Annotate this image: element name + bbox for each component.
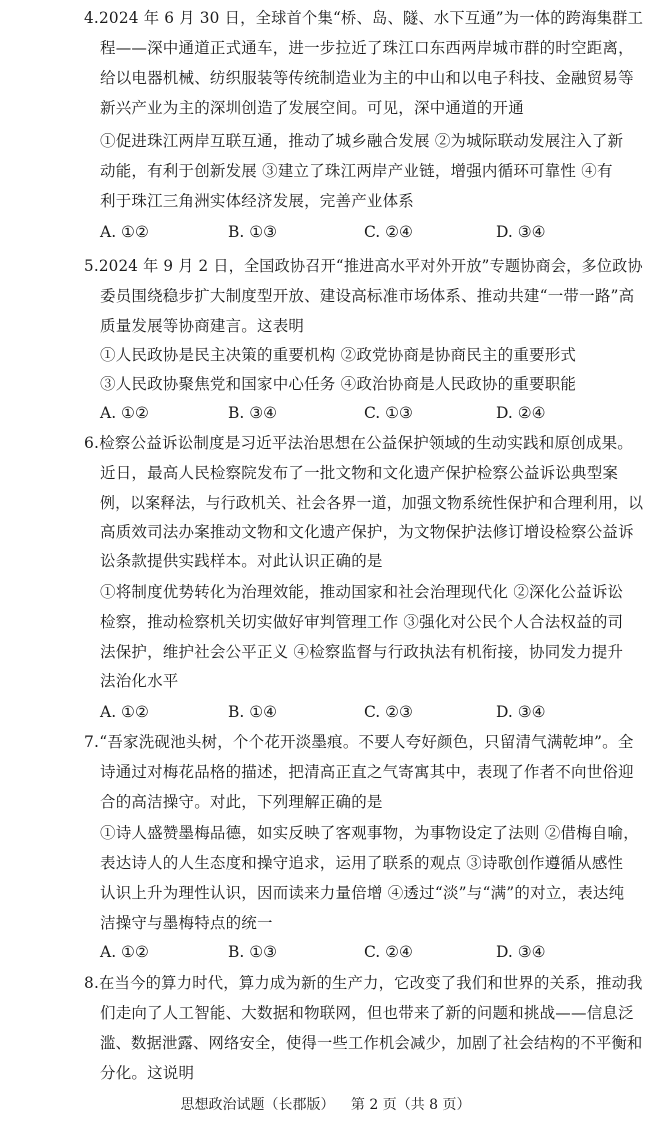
answer-options bbox=[100, 942, 620, 962]
question-stem-line: 合的高洁操守。对此，下列理解正确的是 bbox=[100, 793, 383, 811]
choice-statement-line: ①促进珠江两岸互联互通，推动了城乡融合发展 ②为城际联动发展注入了新 bbox=[100, 132, 624, 150]
footer-exam-title: 思想政治试题（长郡版） bbox=[180, 1097, 335, 1113]
choice-statement-line: ①将制度优势转化为治理效能，推动国家和社会治理现代化 ②深化公益诉讼 bbox=[100, 583, 624, 601]
option-c: C. ②④ bbox=[364, 943, 413, 961]
option-c: C. ②③ bbox=[364, 703, 413, 721]
question-stem-line: 6.检察公益诉讼制度是习近平法治思想在公益保护领域的生动实践和原创成果。 bbox=[84, 434, 633, 452]
question-stem-line: 7.“吾家洗砚池头树，个个花开淡墨痕。不要人夸好颜色，只留清气满乾坤”。全 bbox=[84, 733, 634, 751]
option-a: A. ①② bbox=[100, 943, 149, 961]
question-stem-line: 8.在当今的算力时代，算力成为新的生产力，它改变了我们和世界的关系，推动我 bbox=[84, 974, 643, 992]
option-c: C. ①③ bbox=[364, 404, 413, 422]
choice-statement-line: 检察，推动检察机关切实做好审判管理工作 ③强化对公民个人合法权益的司 bbox=[100, 613, 624, 631]
choice-statement-line: 认识上升为理性认识，因而读来力量倍增 ④透过“淡”与“满”的对立，表达纯 bbox=[100, 884, 625, 902]
choice-statement-line: ①诗人盛赞墨梅品德，如实反映了客观事物，为事物设定了法则 ②借梅自喻， bbox=[100, 824, 639, 842]
answer-options bbox=[100, 702, 620, 722]
option-d: D. ②④ bbox=[496, 404, 546, 422]
question-stem-line: 例，以案释法，与行政机关、社会各界一道，加强文物系统性保护和合理利用，以 bbox=[100, 494, 644, 512]
question-stem-line: 程——深中通道正式通车，进一步拉近了珠江口东西两岸城市群的时空距离， bbox=[100, 39, 634, 57]
choice-statement-line: 表达诗人的人生态度和操守追求，运用了联系的观点 ③诗歌创作遵循从感性 bbox=[100, 854, 624, 872]
answer-options bbox=[100, 222, 620, 242]
footer-page-number: 第 2 页（共 8 页） bbox=[350, 1097, 471, 1113]
choice-statement-line: ①人民政协是民主决策的重要机构 ②政党协商是协商民主的重要形式 bbox=[100, 346, 577, 364]
question-stem-line: 讼条款提供实践样本。对此认识正确的是 bbox=[100, 552, 383, 570]
choice-statement-line: 利于珠江三角洲实体经济发展，完善产业体系 bbox=[100, 192, 415, 210]
question-stem-line: 分化。这说明 bbox=[100, 1064, 195, 1082]
option-d: D. ③④ bbox=[496, 223, 546, 241]
question-stem-line: 新兴产业为主的深圳创造了发展空间。可见，深中通道的开通 bbox=[100, 99, 524, 117]
choice-statement-line: 洁操守与墨梅特点的统一 bbox=[100, 914, 273, 932]
choice-statement-line: ③人民政协聚焦党和国家中心任务 ④政治协商是人民政协的重要职能 bbox=[100, 375, 577, 393]
question-stem-line: 给以电器机械、纺织服装等传统制造业为主的中山和以电子科技、金融贸易等 bbox=[100, 69, 634, 87]
question-stem-line: 诗通过对梅花品格的描述，把清高正直之气寄寓其中，表现了作者不向世俗迎 bbox=[100, 763, 634, 781]
option-b: B. ①③ bbox=[228, 223, 278, 241]
option-a: A. ①② bbox=[100, 703, 149, 721]
answer-options bbox=[100, 403, 620, 423]
question-stem-line: 4.2024 年 6 月 30 日，全球首个集“桥、岛、隧、水下互通”为一体的跨海集群工 bbox=[84, 9, 644, 27]
question-stem-line: 5.2024 年 9 月 2 日，全国政协召开“推进高水平对外开放”专题协商会，多位政协 bbox=[84, 257, 643, 275]
question-stem-line: 们走向了人工智能、大数据和物联网，但也带来了新的问题和挑战——信息泛 bbox=[100, 1004, 634, 1022]
choice-statement-line: 动能，有利于创新发展 ③建立了珠江两岸产业链，增强内循环可靠性 ④有 bbox=[100, 162, 613, 180]
question-stem-line: 近日，最高人民检察院发布了一批文物和文化遗产保护检察公益诉讼典型案 bbox=[100, 464, 619, 482]
option-a: A. ①② bbox=[100, 404, 149, 422]
question-stem-line: 委员围绕稳步扩大制度型开放、建设高标准市场体系、推动共建“一带一路”高 bbox=[100, 287, 635, 305]
option-b: B. ①③ bbox=[228, 943, 278, 961]
question-stem-line: 质量发展等协商建言。这表明 bbox=[100, 317, 305, 335]
page-footer bbox=[0, 1096, 651, 1114]
option-b: B. ③④ bbox=[228, 404, 278, 422]
question-stem-line: 滥、数据泄露、网络安全，使得一些工作机会减少，加剧了社会结构的不平衡和 bbox=[100, 1034, 643, 1052]
option-d: D. ③④ bbox=[496, 943, 546, 961]
option-b: B. ①④ bbox=[228, 703, 278, 721]
option-c: C. ②④ bbox=[364, 223, 413, 241]
choice-statement-line: 法保护，维护社会公平正义 ④检察监督与行政执法有机衔接，协同发力提升 bbox=[100, 643, 624, 661]
option-a: A. ①② bbox=[100, 223, 149, 241]
question-stem-line: 高质效司法办案推动文物和文化遗产保护，为文物保护法修订增设检察公益诉 bbox=[100, 523, 634, 541]
option-d: D. ③④ bbox=[496, 703, 546, 721]
choice-statement-line: 法治化水平 bbox=[100, 672, 179, 690]
